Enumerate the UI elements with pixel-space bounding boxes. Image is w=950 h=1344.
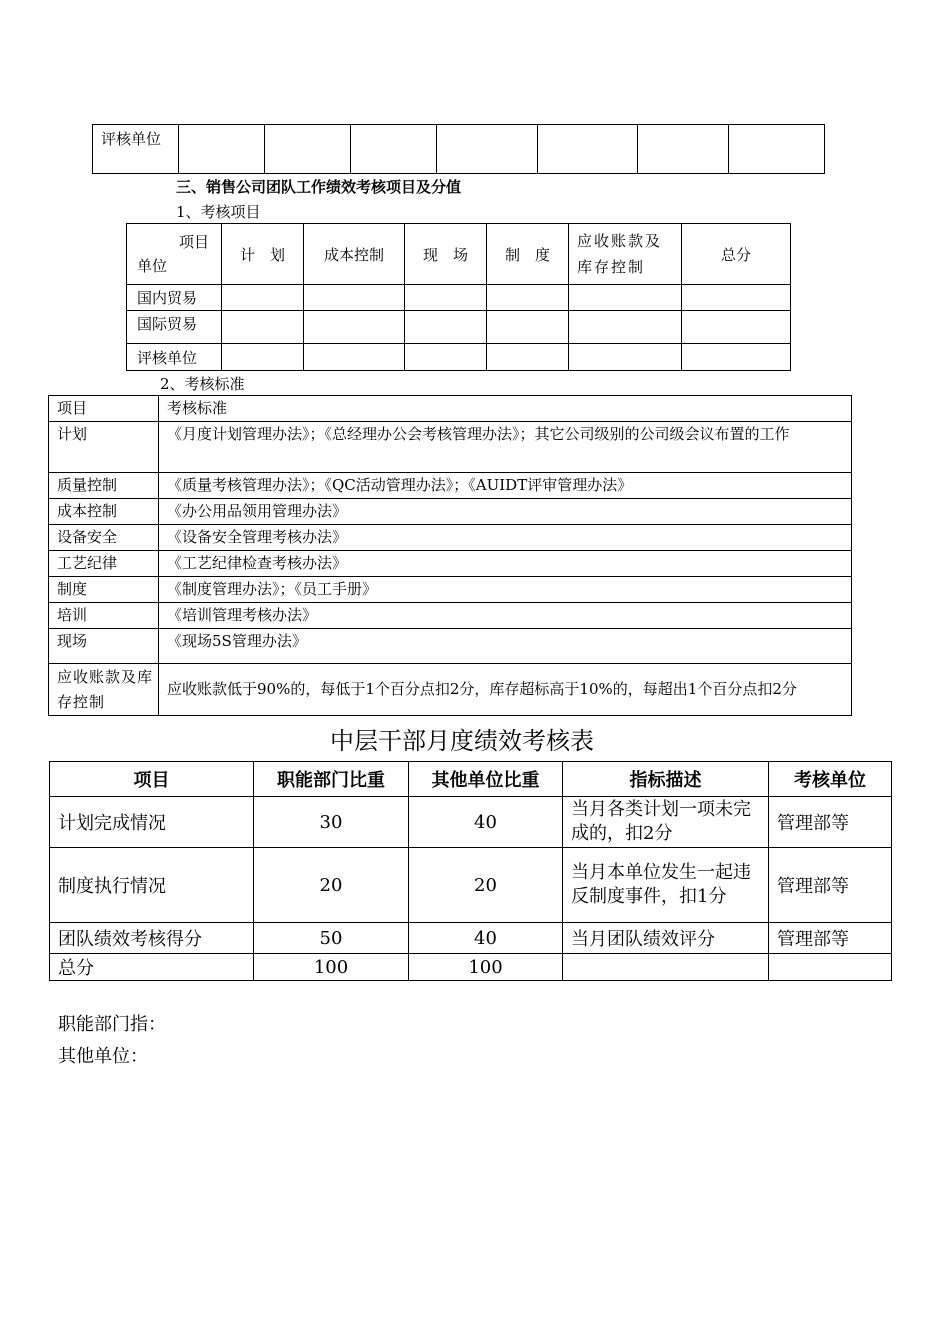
- item-cell: 团队绩效考核得分: [50, 923, 254, 954]
- func-weight-cell: 100: [254, 954, 409, 981]
- col-header: 应收账款及库存控制: [569, 224, 682, 285]
- row-label: 评核单位: [127, 344, 222, 371]
- standard-cell: 《制度管理办法》；《员工手册》: [159, 577, 852, 603]
- col-header-other-weight: 其他单位比重: [409, 762, 563, 797]
- section-title: 三、销售公司团队工作绩效考核项目及分值: [176, 178, 462, 196]
- func-weight-cell: 30: [254, 797, 409, 848]
- col-header: 成本控制: [304, 224, 405, 285]
- standard-cell: 《现场5S管理办法》: [159, 629, 852, 664]
- row-label-review-unit: 评核单位: [93, 125, 179, 174]
- other-weight-cell: 20: [409, 848, 563, 923]
- item-cell: 成本控制: [49, 499, 159, 525]
- header-item: 项目: [49, 396, 159, 422]
- item-cell: 总分: [50, 954, 254, 981]
- corner-header-top: 项目: [179, 233, 210, 251]
- item-cell: 应收账款及库存控制: [49, 664, 159, 716]
- assessment-items-table: [126, 223, 791, 371]
- col-header-unit: 考核单位: [769, 762, 892, 797]
- header-standard: 考核标准: [159, 396, 852, 422]
- item-cell: 计划: [49, 422, 159, 473]
- unit-cell: 管理部等: [769, 797, 892, 848]
- row-label: 国内贸易: [127, 285, 222, 311]
- item-cell: 工艺纪律: [49, 551, 159, 577]
- other-weight-cell: 40: [409, 797, 563, 848]
- page-title: 中层干部月度绩效考核表: [330, 727, 594, 755]
- corner-header: [127, 224, 222, 285]
- other-weight-cell: 100: [409, 954, 563, 981]
- standard-cell: 《设备安全管理考核办法》: [159, 525, 852, 551]
- col-header-func-weight: 职能部门比重: [254, 762, 409, 797]
- col-header-desc: 指标描述: [563, 762, 769, 797]
- standard-cell: 《培训管理考核办法》: [159, 603, 852, 629]
- table-cell: [265, 125, 351, 174]
- subheading-items: 1、考核项目: [176, 203, 261, 221]
- standard-cell: 《质量考核管理办法》；《QC活动管理办法》；《AUIDT评审管理办法》: [159, 473, 852, 499]
- table-cell: [179, 125, 265, 174]
- col-header: 总分: [682, 224, 791, 285]
- col-header: 制 度: [487, 224, 569, 285]
- top-partial-table: [92, 124, 825, 174]
- item-cell: 培训: [49, 603, 159, 629]
- table-cell: [638, 125, 729, 174]
- subheading-standards: 2、考核标准: [160, 375, 245, 393]
- unit-cell: 管理部等: [769, 848, 892, 923]
- corner-header-bottom: 单位: [137, 257, 168, 275]
- item-cell: 现场: [49, 629, 159, 664]
- table-cell: [729, 125, 825, 174]
- item-cell: 设备安全: [49, 525, 159, 551]
- footer-functional-dept: 职能部门指：: [58, 1014, 166, 1035]
- desc-cell: 当月本单位发生一起违反制度事件，扣1分: [563, 848, 769, 923]
- item-cell: 制度: [49, 577, 159, 603]
- func-weight-cell: 50: [254, 923, 409, 954]
- other-weight-cell: 40: [409, 923, 563, 954]
- col-header-item: 项目: [50, 762, 254, 797]
- desc-cell: 当月团队绩效评分: [563, 923, 769, 954]
- item-cell: 质量控制: [49, 473, 159, 499]
- desc-cell: [563, 954, 769, 981]
- row-label: 国际贸易: [127, 311, 222, 344]
- item-cell: 制度执行情况: [50, 848, 254, 923]
- col-header: 计 划: [222, 224, 304, 285]
- table-cell: [351, 125, 437, 174]
- func-weight-cell: 20: [254, 848, 409, 923]
- footer-other-units: 其他单位：: [58, 1046, 148, 1067]
- table-cell: [437, 125, 538, 174]
- standard-cell: 《办公用品领用管理办法》: [159, 499, 852, 525]
- standard-cell: 《月度计划管理办法》；《总经理办公会考核管理办法》；其它公司级别的公司级会议布置的工作: [159, 422, 852, 473]
- unit-cell: [769, 954, 892, 981]
- unit-cell: 管理部等: [769, 923, 892, 954]
- item-cell: 计划完成情况: [50, 797, 254, 848]
- standard-cell: 《工艺纪律检查考核办法》: [159, 551, 852, 577]
- standard-cell: 应收账款低于90%的，每低于1个百分点扣2分，库存超标高于10%的，每超出1个百分点扣2分: [159, 664, 852, 716]
- performance-table: [49, 761, 892, 981]
- col-header: 现 场: [405, 224, 487, 285]
- desc-cell: 当月各类计划一项未完成的，扣2分: [563, 797, 769, 848]
- table-cell: [538, 125, 638, 174]
- assessment-standards-table: [48, 395, 852, 716]
